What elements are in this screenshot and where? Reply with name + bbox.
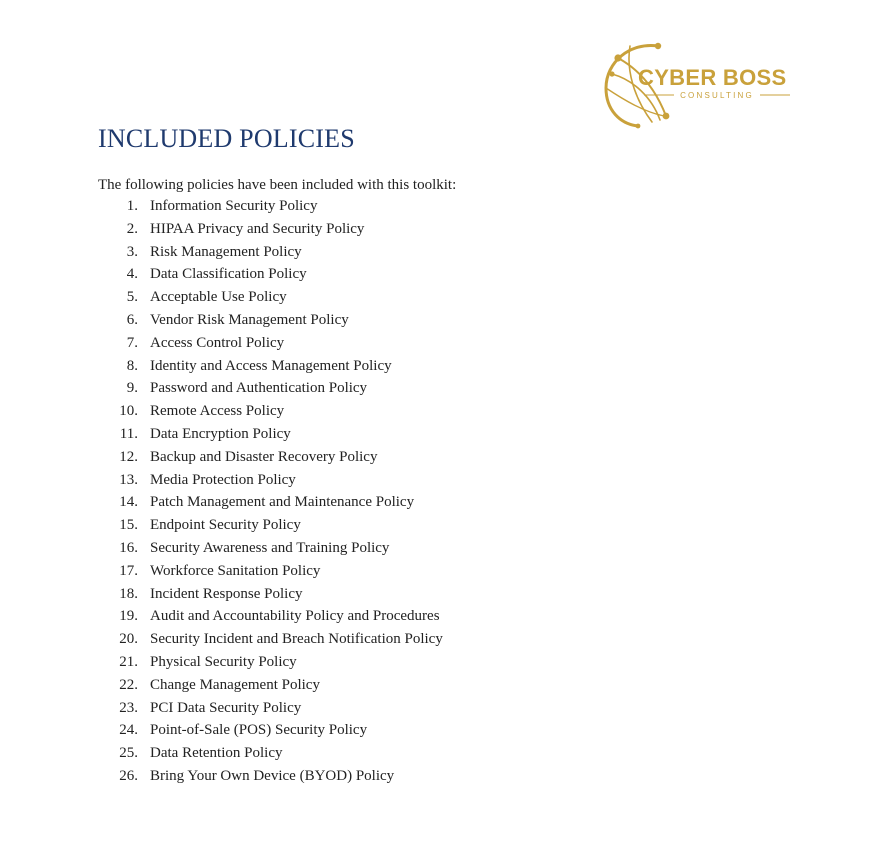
list-item-number: 10. <box>119 403 138 420</box>
list-item-number: 11. <box>119 425 138 442</box>
list-item <box>98 469 443 492</box>
page-title: INCLUDED POLICIES <box>98 124 355 153</box>
list-item-label: Point-of-Sale (POS) Security Policy <box>150 722 368 739</box>
list-item-number: 7. <box>126 334 138 351</box>
list-item-label: Password and Authentication Policy <box>150 380 368 397</box>
list-item <box>98 651 443 674</box>
list-item-number: 24. <box>119 722 138 739</box>
list-item <box>98 628 443 651</box>
list-item <box>98 605 443 628</box>
list-item <box>98 560 443 583</box>
list-item <box>98 309 443 332</box>
list-item-label: Acceptable Use Policy <box>150 289 287 306</box>
list-item-number: 13. <box>119 471 138 488</box>
list-item-label: Workforce Sanitation Policy <box>150 562 321 579</box>
list-item-label: Change Management Policy <box>150 676 320 693</box>
list-item-number: 3. <box>126 243 138 260</box>
policy-list <box>98 195 443 788</box>
list-item-label: Risk Management Policy <box>150 243 302 260</box>
list-item <box>98 491 443 514</box>
list-item-number: 5. <box>126 289 138 306</box>
list-item <box>98 355 443 378</box>
list-item-number: 17. <box>119 562 138 579</box>
list-item <box>98 263 443 286</box>
list-item-label: Audit and Accountability Policy and Procedures <box>150 608 440 625</box>
list-item-label: PCI Data Security Policy <box>150 699 302 716</box>
list-item <box>98 674 443 697</box>
list-item-number: 19. <box>119 608 138 625</box>
list-item-number: 16. <box>119 539 138 556</box>
list-item-number: 8. <box>126 357 138 374</box>
list-item <box>98 514 443 537</box>
list-item-label: Data Encryption Policy <box>150 425 291 442</box>
list-item <box>98 195 443 218</box>
list-item <box>98 765 443 788</box>
list-item-number: 20. <box>119 631 138 648</box>
list-item <box>98 218 443 241</box>
list-item <box>98 537 443 560</box>
list-item-label: Remote Access Policy <box>150 403 285 420</box>
orbit-globe-icon <box>600 40 795 130</box>
list-item-number: 26. <box>119 767 138 784</box>
list-item <box>98 697 443 720</box>
list-item-label: Incident Response Policy <box>150 585 303 602</box>
list-item-label: Data Retention Policy <box>150 745 283 762</box>
list-item-label: Data Classification Policy <box>150 266 307 283</box>
list-item <box>98 719 443 742</box>
list-item-number: 22. <box>119 676 138 693</box>
list-item-label: Access Control Policy <box>150 334 285 351</box>
list-item <box>98 332 443 355</box>
list-item-label: Security Awareness and Training Policy <box>150 539 390 556</box>
list-item <box>98 742 443 765</box>
list-item-label: Media Protection Policy <box>150 471 296 488</box>
list-item-label: Backup and Disaster Recovery Policy <box>150 448 378 465</box>
list-item-number: 23. <box>119 699 138 716</box>
list-item-number: 6. <box>126 311 138 328</box>
list-item-label: Vendor Risk Management Policy <box>150 311 349 328</box>
list-item-number: 15. <box>119 517 138 534</box>
list-item-number: 4. <box>126 266 138 283</box>
list-item-number: 18. <box>119 585 138 602</box>
list-item <box>98 446 443 469</box>
logo-brand-text: CYBER BOSS <box>638 65 787 90</box>
list-item-number: 21. <box>119 653 138 670</box>
list-item <box>98 241 443 264</box>
list-item-label: Patch Management and Maintenance Policy <box>150 494 415 511</box>
list-item-number: 12. <box>119 448 138 465</box>
list-item-number: 9. <box>126 380 138 397</box>
list-item-label: Physical Security Policy <box>150 653 297 670</box>
list-item-label: HIPAA Privacy and Security Policy <box>150 220 365 237</box>
list-item-number: 2. <box>126 220 138 237</box>
list-item <box>98 400 443 423</box>
list-item <box>98 286 443 309</box>
list-item <box>98 583 443 606</box>
list-item-label: Bring Your Own Device (BYOD) Policy <box>150 767 395 784</box>
list-item-number: 25. <box>119 745 138 762</box>
list-item <box>98 423 443 446</box>
list-item-label: Security Incident and Breach Notification Policy <box>150 631 443 648</box>
list-item <box>98 377 443 400</box>
intro-text: The following policies have been included with this toolkit: <box>98 177 457 193</box>
list-item-label: Information Security Policy <box>150 198 318 214</box>
logo-sub-text: CONSULTING <box>680 91 754 100</box>
list-item-label: Identity and Access Management Policy <box>150 357 392 374</box>
cyber-boss-logo <box>600 40 795 130</box>
list-item-label: Endpoint Security Policy <box>150 517 301 534</box>
list-item-number: 14. <box>119 494 138 511</box>
list-item-number: 1. <box>126 198 138 214</box>
